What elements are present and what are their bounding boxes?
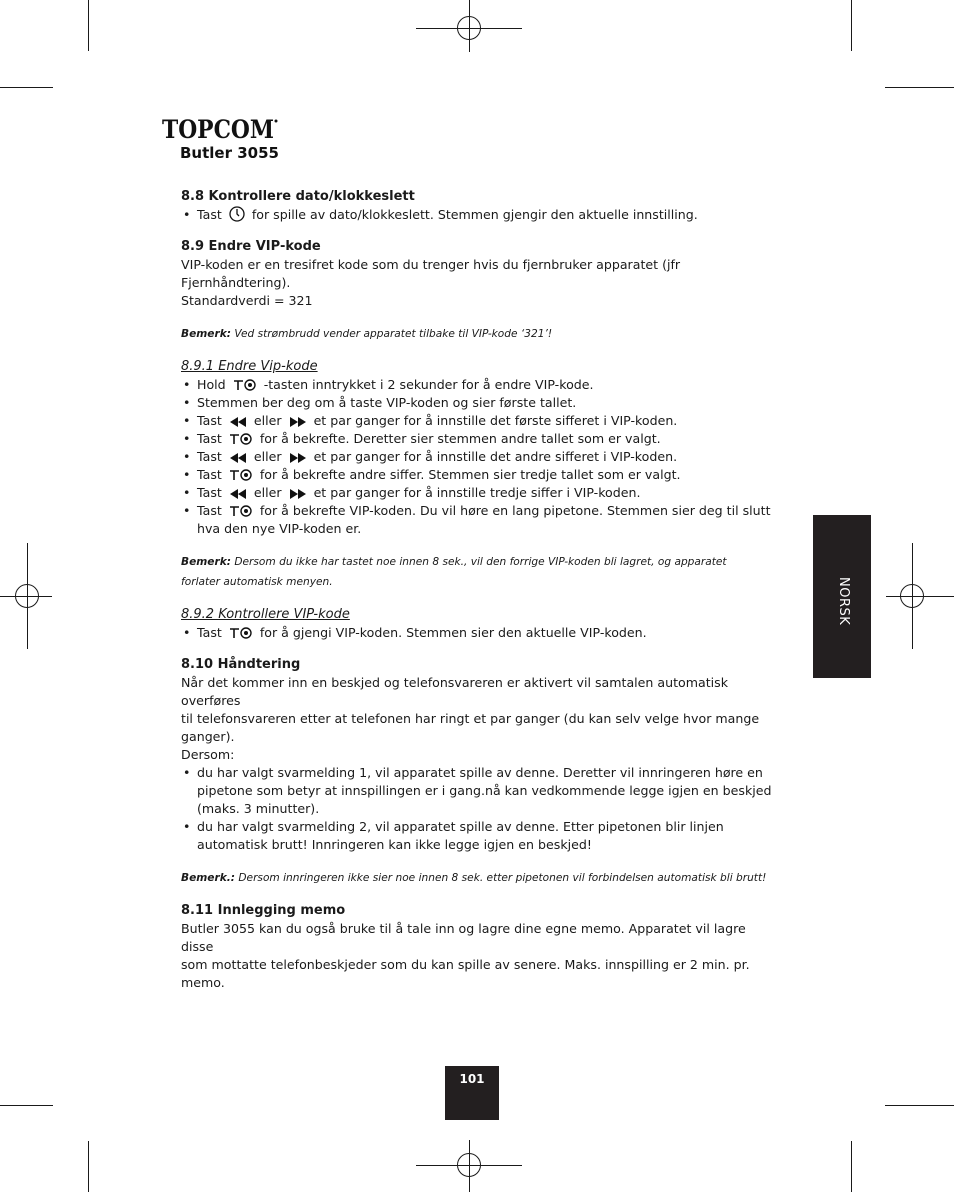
paragraph-line: til telefonsvareren etter at telefonen har ringt et par ganger (du kan selv velge hvor mange xyxy=(181,711,760,726)
note: Bemerk: Ved strømbrudd vender apparatet tilbake til VIP-kode ‘321’! xyxy=(181,328,553,340)
bullet-list xyxy=(181,376,781,538)
clock-icon xyxy=(229,206,245,222)
forward-icon xyxy=(289,488,307,500)
list-item: • du har valgt svarmelding 1, vil apparatet spille av denne. Deretter vil innringeren høre en pipetone som betyr at innspillingen er i gang.nå kan vedkommende legge igjen en beskjed (maks. 3 minutter). xyxy=(181,764,781,818)
list-item: • Tast eller et par ganger for å innstille det første sifferet i VIP-koden. xyxy=(181,412,781,430)
registration-mark xyxy=(15,584,39,608)
registration-mark xyxy=(457,16,481,40)
crop-mark xyxy=(851,1141,852,1192)
language-tab-label: NORSK xyxy=(836,577,851,626)
list-item: • Tast for å gjengi VIP-koden. Stemmen sier den aktuelle VIP-koden. xyxy=(181,624,781,642)
paragraph-line: ganger). xyxy=(181,729,235,744)
section-title: 8.9 Endre VIP-kode xyxy=(181,239,321,254)
brand-logo-text: TOPCOM xyxy=(162,116,274,142)
paragraph-line: memo. xyxy=(181,975,225,990)
crop-mark xyxy=(88,0,89,51)
list-item: • Tast eller et par ganger for å innstille tredje siffer i VIP-koden. xyxy=(181,484,781,502)
vip-key-icon xyxy=(229,504,253,518)
note: Bemerk: Dersom du ikke har tastet noe innen 8 sek., vil den forrige VIP-koden bli lagret, og apparatet forlater automatisk menyen. xyxy=(181,556,727,588)
section-title: 8.10 Håndtering xyxy=(181,657,301,672)
list-item: • Tast for å bekrefte. Deretter sier stemmen andre tallet som er valgt. xyxy=(181,430,781,448)
paragraph-line: Fjernhåndtering). xyxy=(181,275,291,290)
bullet-list xyxy=(181,206,781,224)
paragraph-line: som mottatte telefonbeskjeder som du kan spille av senere. Maks. innspilling er 2 min. pr. xyxy=(181,957,750,972)
paragraph-line: Butler 3055 kan du også bruke til å tale inn og lagre dine egne memo. Apparatet vil lagre disse xyxy=(181,921,746,954)
crop-mark xyxy=(0,1105,53,1106)
paragraph-line: Dersom: xyxy=(181,747,235,762)
paragraph-line: Når det kommer inn en beskjed og telefonsvareren er aktivert vil samtalen automatisk overføres xyxy=(181,675,729,708)
rewind-icon xyxy=(229,488,247,500)
crop-mark xyxy=(885,1105,954,1106)
model-title: Butler 3055 xyxy=(180,144,279,162)
registration-mark xyxy=(457,1153,481,1177)
rewind-icon xyxy=(229,416,247,428)
list-item: • Hold -tasten inntrykket i 2 sekunder for å endre VIP-kode. xyxy=(181,376,781,394)
language-tab xyxy=(813,515,871,678)
note: Bemerk.: Dersom innringeren ikke sier noe innen 8 sek. etter pipetonen vil forbindelsen automatisk bli brutt! xyxy=(181,872,767,884)
forward-icon xyxy=(289,452,307,464)
vip-key-icon xyxy=(229,468,253,482)
registration-mark xyxy=(900,584,924,608)
list-item: • Tast for å bekrefte VIP-koden. Du vil høre en lang pipetone. Stemmen sier deg til slutt hva den nye VIP-koden er. xyxy=(181,502,781,538)
subsection-title: 8.9.2 Kontrollere VIP-kode xyxy=(181,607,350,622)
list-item: • Stemmen ber deg om å taste VIP-koden og sier første tallet. xyxy=(181,394,781,412)
paragraph-line: VIP-koden er en tresifret kode som du trenger hvis du fjernbruker apparatet (jfr xyxy=(181,257,681,272)
section-title: 8.11 Innlegging memo xyxy=(181,903,346,918)
subsection-title: 8.9.1 Endre Vip-kode xyxy=(181,359,318,374)
crop-mark xyxy=(885,87,954,88)
list-item: • Tast for å bekrefte andre siffer. Stemmen sier tredje tallet som er valgt. xyxy=(181,466,781,484)
crop-mark xyxy=(88,1141,89,1192)
vip-key-icon xyxy=(229,626,253,640)
manual-content xyxy=(181,188,781,992)
page-number: 101 xyxy=(445,1066,499,1120)
bullet-list xyxy=(181,764,781,854)
crop-mark xyxy=(851,0,852,51)
topcom-logo xyxy=(162,116,278,142)
section-title: 8.8 Kontrollere dato/klokkeslett xyxy=(181,189,415,204)
vip-key-icon xyxy=(233,378,257,392)
vip-key-icon xyxy=(229,432,253,446)
paragraph-line: Standardverdi = 321 xyxy=(181,293,313,308)
forward-icon xyxy=(289,416,307,428)
bullet-list xyxy=(181,624,781,642)
rewind-icon xyxy=(229,452,247,464)
list-item: • Tast eller et par ganger for å innstille det andre sifferet i VIP-koden. xyxy=(181,448,781,466)
list-item: • du har valgt svarmelding 2, vil apparatet spille av denne. Etter pipetonen blir linjen automatisk brutt! Innringeren kan ikke legge igjen en beskjed! xyxy=(181,818,781,854)
list-item: • Tast for spille av dato/klokkeslett. Stemmen gjengir den aktuelle innstilling. xyxy=(181,206,781,224)
crop-mark xyxy=(0,87,53,88)
